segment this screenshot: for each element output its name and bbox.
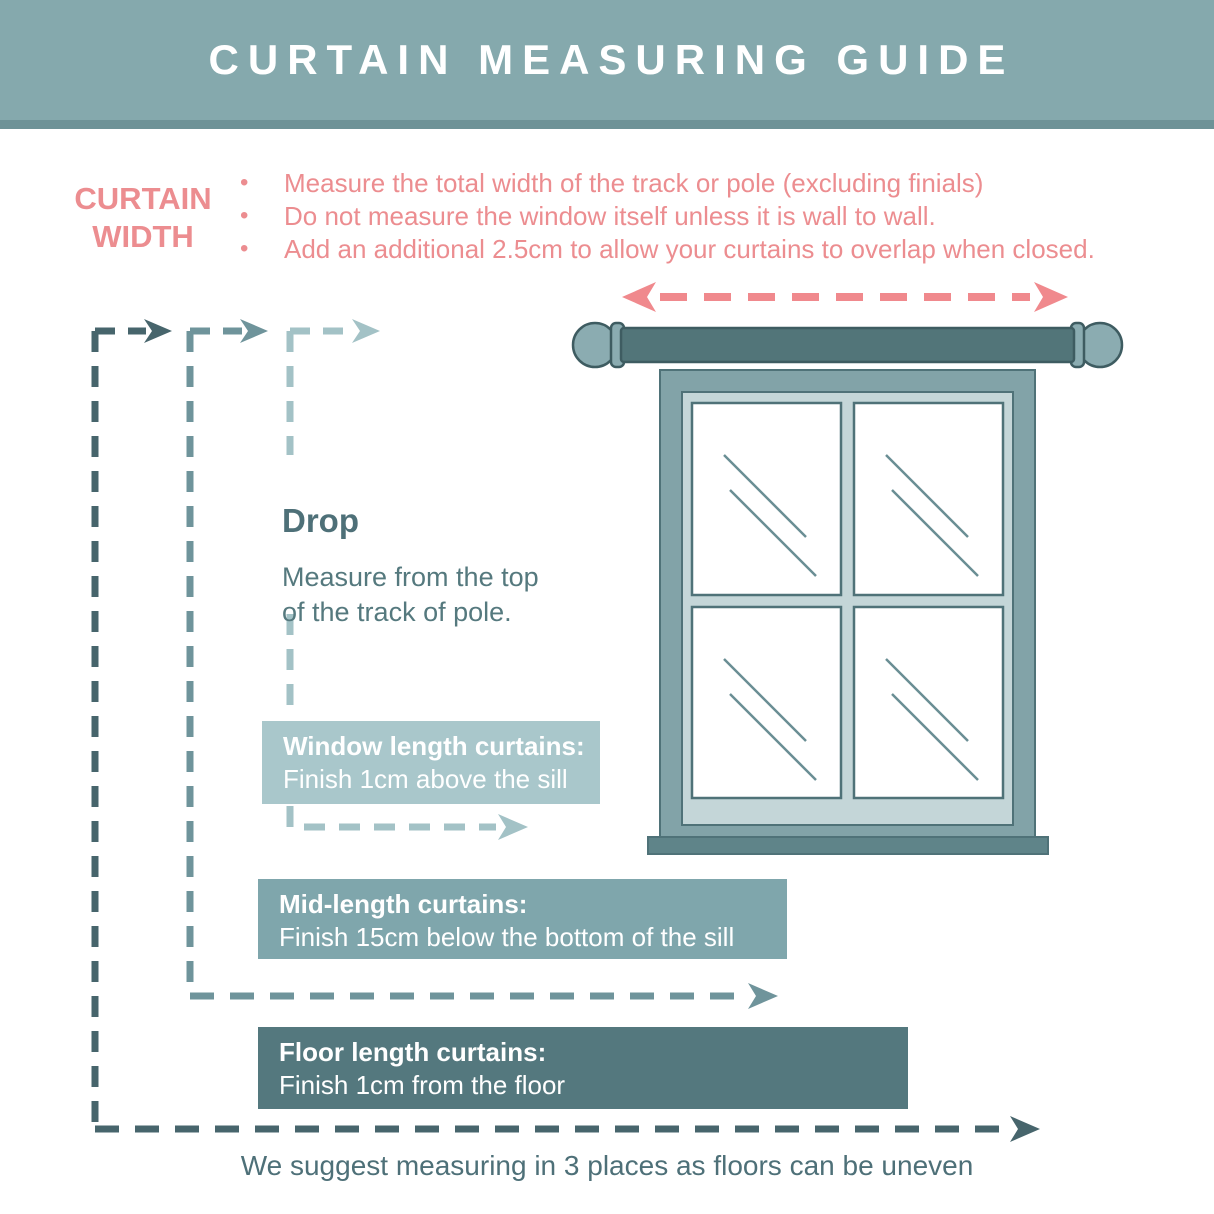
footer-note: We suggest measuring in 3 places as floors can be uneven <box>240 1150 974 1181</box>
bullet-dot-icon: • <box>240 202 249 229</box>
page-title: CURTAIN MEASURING GUIDE <box>208 36 1015 83</box>
floor-length-subtitle: Finish 1cm from the floor <box>279 1070 566 1100</box>
mid-length-subtitle: Finish 15cm below the bottom of the sill <box>279 922 735 952</box>
bullet-dot-icon: • <box>240 235 249 262</box>
window-length-subtitle: Finish 1cm above the sill <box>283 764 568 794</box>
bullet-text: Add an additional 2.5cm to allow your curtains to overlap when closed. <box>284 234 1095 264</box>
bullet-text: Do not measure the window itself unless it is wall to wall. <box>284 201 936 231</box>
mid-length-box <box>258 879 787 959</box>
floor-length-box <box>258 1027 908 1109</box>
bullet-dot-icon: • <box>240 169 249 196</box>
window-illustration <box>648 370 1048 854</box>
drop-heading: Drop <box>282 502 359 539</box>
mid-length-title: Mid-length curtains: <box>279 889 528 919</box>
bullet-text: Measure the total width of the track or pole (excluding finials) <box>284 168 984 198</box>
window-sill <box>648 837 1048 854</box>
floor-length-title: Floor length curtains: <box>279 1037 547 1067</box>
pole-bar <box>621 328 1074 362</box>
window-length-box <box>262 721 600 804</box>
curtain-pole <box>573 323 1122 367</box>
drop-description: Measure from the top of the track of pole. <box>282 562 539 627</box>
curtain-width-label: CURTAIN WIDTH <box>74 181 212 254</box>
width-measure-arrow <box>622 282 1068 312</box>
window-length-title: Window length curtains: <box>283 731 585 761</box>
